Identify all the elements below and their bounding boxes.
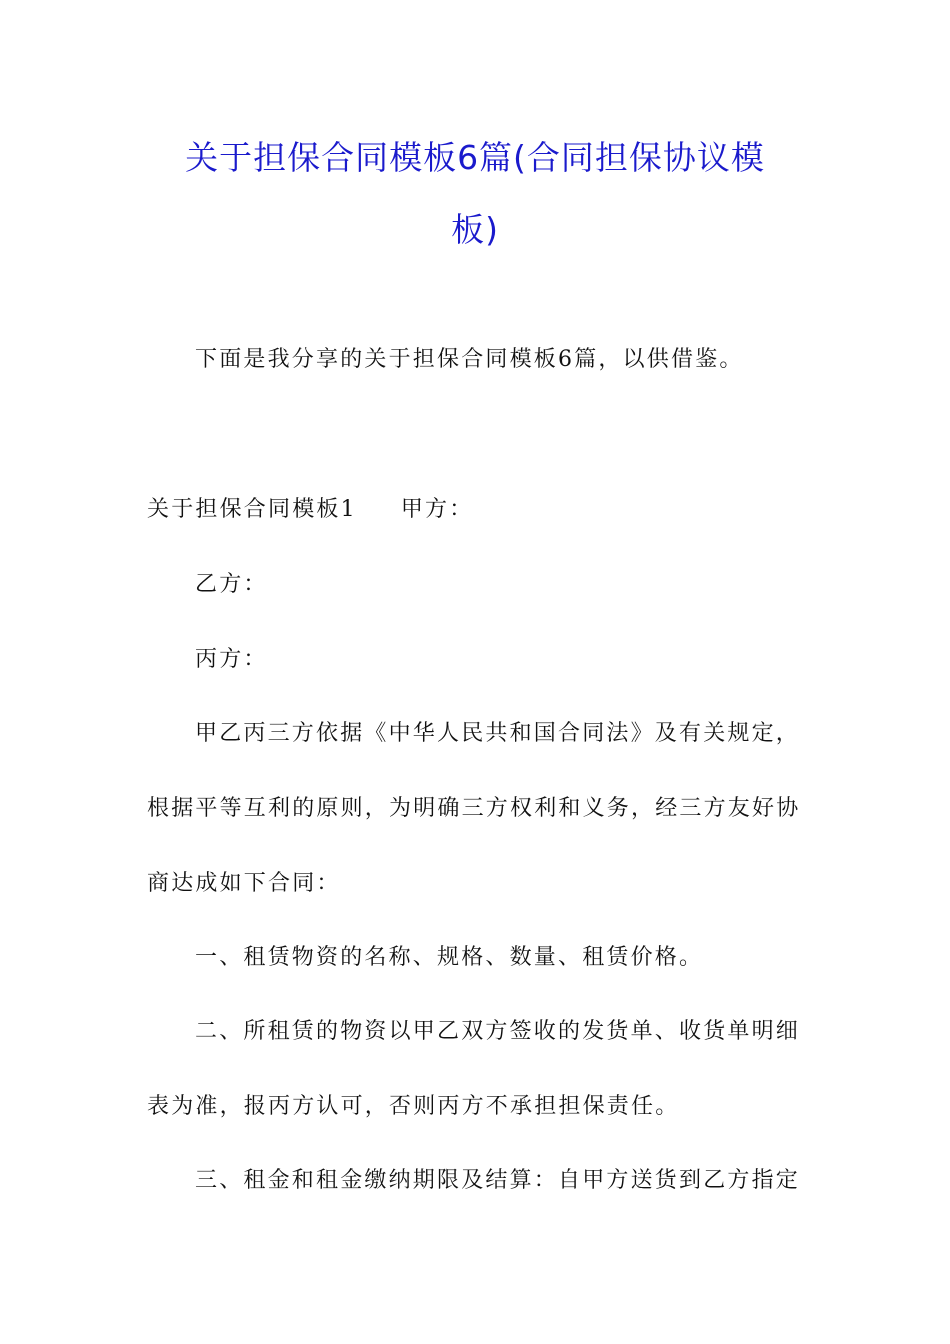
title-line-2: 板) xyxy=(451,210,499,249)
section-heading: 关于担保合同模板1 xyxy=(147,497,357,522)
clause-2-line-2: 表为准，报丙方认可，否则丙方不承担担保责任。 xyxy=(147,1094,680,1119)
party-b-label: 乙方： xyxy=(195,572,268,597)
clause-3-line-1: 三、租金和租金缴纳期限及结算：自甲方送货到乙方指定 xyxy=(195,1168,801,1193)
title-line-1: 关于担保合同模板6篇(合同担保协议模 xyxy=(185,138,765,177)
clause-2-line-1: 二、所租赁的物资以甲乙双方签收的发货单、收货单明细 xyxy=(195,1019,801,1044)
paragraph-1-line-3: 商达成如下合同： xyxy=(147,871,341,896)
section-heading-row xyxy=(147,495,807,525)
party-a-label: 甲方： xyxy=(400,497,474,522)
document-title xyxy=(140,122,810,266)
paragraph-1-line-2: 根据平等互利的原则，为明确三方权利和义务，经三方友好协 xyxy=(147,796,801,821)
party-c-label: 丙方： xyxy=(195,647,268,672)
intro-paragraph: 下面是我分享的关于担保合同模板6篇，以供借鉴。 xyxy=(195,347,744,372)
clause-1: 一、租赁物资的名称、规格、数量、租赁价格。 xyxy=(195,945,704,970)
paragraph-1-line-1: 甲乙丙三方依据《中华人民共和国合同法》及有关规定， xyxy=(195,721,801,746)
